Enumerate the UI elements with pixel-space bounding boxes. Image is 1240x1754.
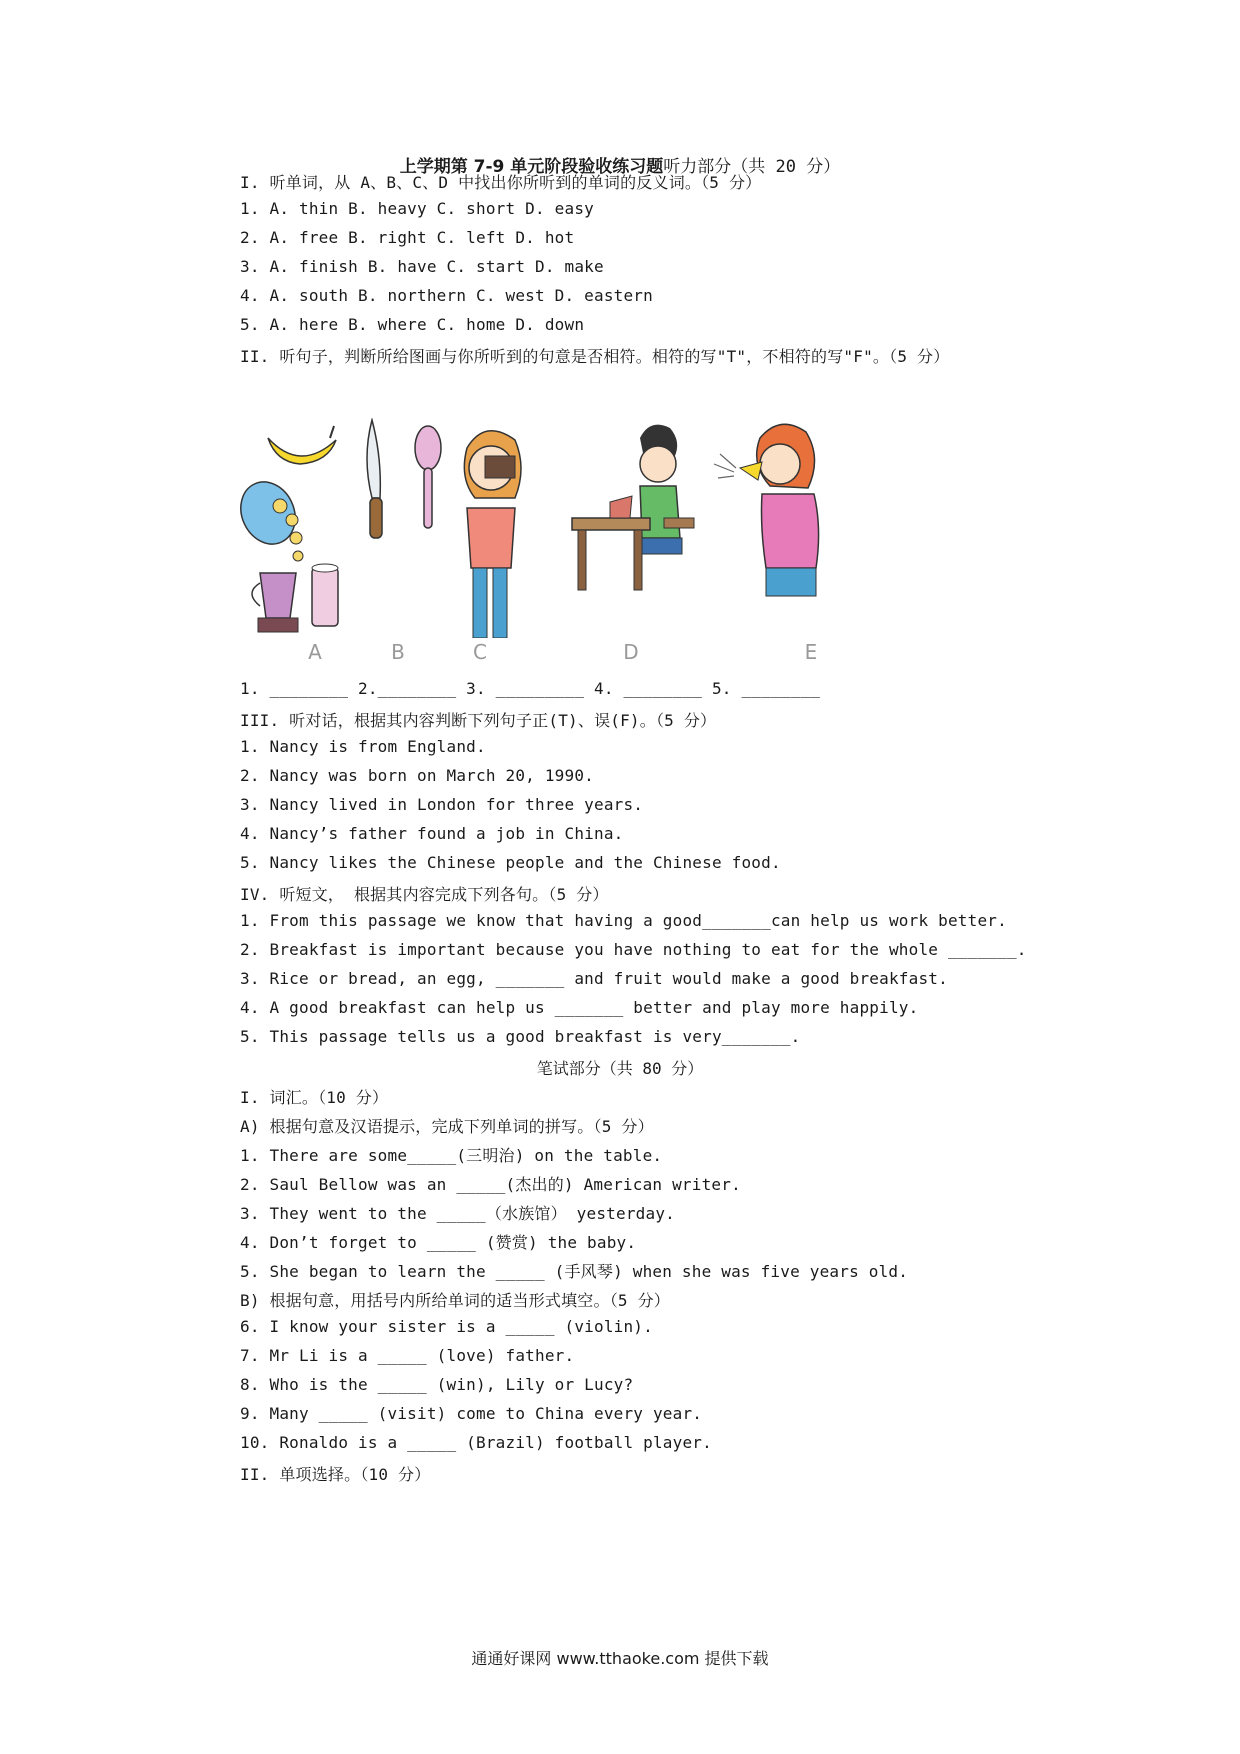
section-3-heading: III. 听对话，根据其内容判断下列句子正(T)、误(F)。（5 分） <box>240 711 717 730</box>
boy-desk-icon <box>570 418 700 638</box>
section-2-heading: II. 听句子，判断所给图画与你所听到的句意是否相符。相符的写"T"，不相符的写"F"。（5 分） <box>240 347 950 366</box>
section-1-heading: I. 听单词，从 A、B、C、D 中找出你所听到的单词的反义词。（5 分） <box>240 173 762 192</box>
picture-label: C <box>473 640 487 664</box>
question-line: 3. They went to the _____（水族馆） yesterday. <box>240 1204 675 1223</box>
question-line: 2. Nancy was born on March 20, 1990. <box>240 766 594 785</box>
question-line: 4. Don’t forget to _____ (赞赏) the baby. <box>240 1233 637 1252</box>
girl-camera-icon <box>445 418 575 638</box>
question-line: 5. Nancy likes the Chinese people and the Chinese food. <box>240 853 781 872</box>
picture-label: E <box>804 640 818 664</box>
picture-label: A <box>308 640 322 664</box>
question-line: 7. Mr Li is a _____ (love) father. <box>240 1346 575 1365</box>
section-4-heading: IV. 听短文， 根据其内容完成下列各句。（5 分） <box>240 885 609 904</box>
picture-d <box>570 418 700 668</box>
choice-heading: II. 单项选择。（10 分） <box>240 1465 431 1484</box>
question-line: 1. Nancy is from England. <box>240 737 486 756</box>
question-line: 1. From this passage we know that having a good_______can help us work better. <box>240 911 1007 930</box>
title-bold: 上学期第 7-9 单元阶段验收练习题 <box>399 157 664 177</box>
question-line: 9. Many _____ (visit) come to China every year. <box>240 1404 703 1423</box>
question-line: 4. A. south B. northern C. west D. eastern <box>240 286 653 305</box>
question-line: 5. A. here B. where C. home D. down <box>240 315 585 334</box>
title-rest: 听力部分（共 20 分） <box>663 157 841 177</box>
footer-credit: 通通好课网 www.tthaoke.com 提供下载 <box>471 1649 769 1668</box>
question-line: 4. Nancy’s father found a job in China. <box>240 824 624 843</box>
question-line: 5. This passage tells us a good breakfast is very_______. <box>240 1027 801 1046</box>
question-line: 4. A good breakfast can help us _______ better and play more happily. <box>240 998 919 1017</box>
question-line: 3. Rice or bread, an egg, _______ and fruit would make a good breakfast. <box>240 969 948 988</box>
answer-blanks: 1. ________ 2.________ 3. _________ 4. ________ 5. ________ <box>240 679 821 698</box>
written-heading: 笔试部分（共 80 分） <box>536 1059 704 1078</box>
question-line: 3. Nancy lived in London for three years. <box>240 795 644 814</box>
question-line: 2. A. free B. right C. left D. hot <box>240 228 575 247</box>
picture-label: D <box>623 640 639 664</box>
question-line: 10. Ronaldo is a _____ (Brazil) football player. <box>240 1433 712 1452</box>
part-b-heading: B) 根据句意，用括号内所给单词的适当形式填空。（5 分） <box>240 1291 670 1310</box>
picture-label: B <box>391 640 405 664</box>
picture-c <box>445 418 575 668</box>
part-a-heading: A) 根据句意及汉语提示，完成下列单词的拼写。（5 分） <box>240 1117 654 1136</box>
vocab-heading: I. 词汇。（10 分） <box>240 1088 389 1107</box>
question-line: 3. A. finish B. have C. start D. make <box>240 257 604 276</box>
picture-row <box>240 418 920 668</box>
question-line: 2. Breakfast is important because you have nothing to eat for the whole _______. <box>240 940 1027 959</box>
question-line: 2. Saul Bellow was an _____(杰出的) American writer. <box>240 1175 741 1194</box>
question-line: 1. A. thin B. heavy C. short D. easy <box>240 199 594 218</box>
question-line: 8. Who is the _____ (win), Lily or Lucy? <box>240 1375 634 1394</box>
question-line: 5. She began to learn the _____ (手风琴) when she was five years old. <box>240 1262 909 1281</box>
picture-e <box>710 418 840 668</box>
woman-sneeze-icon <box>710 418 840 638</box>
question-line: 1. There are some_____(三明治) on the table. <box>240 1146 663 1165</box>
question-line: 6. I know your sister is a _____ (violin). <box>240 1317 653 1336</box>
